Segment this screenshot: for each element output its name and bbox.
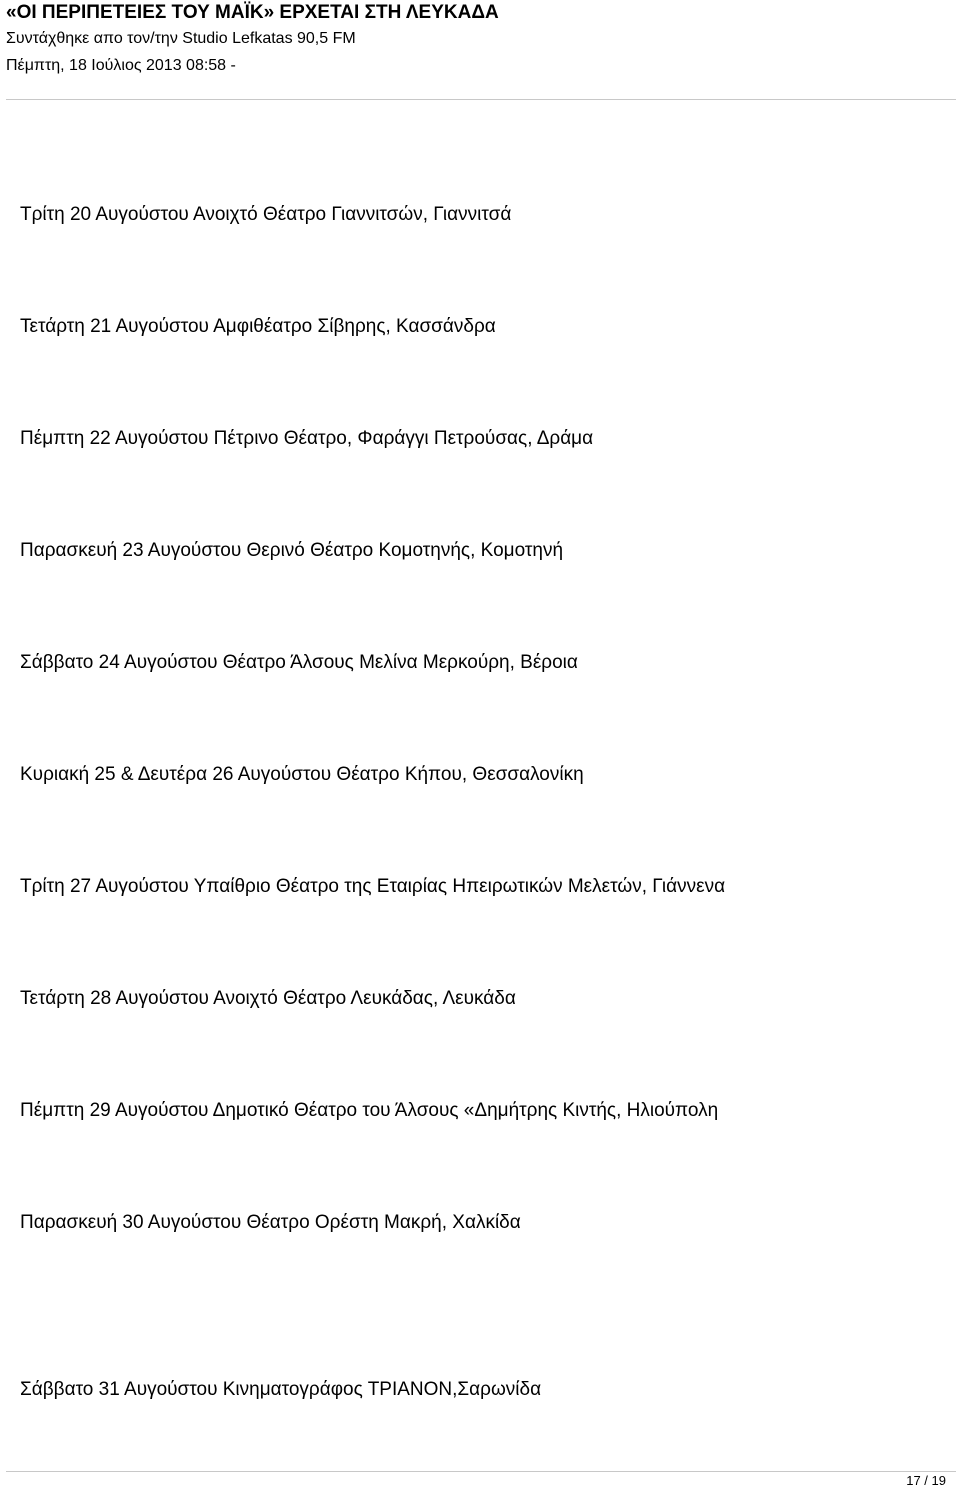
- event-line: Τρίτη 20 Αυγούστου Ανοιχτό Θέατρο Γιαννιτσών, Γιαννιτσά: [20, 204, 512, 225]
- event-line: Πέμπτη 22 Αυγούστου Πέτρινο Θέατρο, Φαράγγι Πετρούσας, Δράμα: [20, 428, 594, 449]
- event-line: Τετάρτη 21 Αυγούστου Αμφιθέατρο Σίβηρης, Κασσάνδρα: [20, 316, 496, 337]
- date-line: Πέμπτη, 18 Ιούλιος 2013 08:58 -: [6, 57, 236, 74]
- event-line: Παρασκευή 23 Αυγούστου Θερινό Θέατρο Κομοτηνής, Κομοτηνή: [20, 540, 564, 561]
- page-header: [6, 0, 956, 79]
- footer-divider: [6, 1471, 956, 1472]
- author-line: Συντάχθηκε απο τον/την Studio Lefkatas 90,5 FM: [6, 30, 356, 47]
- event-line: Πέμπτη 29 Αυγούστου Δημοτικό Θέατρο του Άλσους «Δημήτρης Κιντής, Ηλιούπολη: [20, 1100, 719, 1121]
- header-divider: [6, 99, 956, 100]
- event-line: Παρασκευή 30 Αυγούστου Θέατρο Ορέστη Μακρή, Χαλκίδα: [20, 1212, 521, 1233]
- event-line: Κυριακή 25 & Δευτέρα 26 Αυγούστου Θέατρο Κήπου, Θεσσαλονίκη: [20, 764, 584, 785]
- document-title: «ΟΙ ΠΕΡΙΠΕΤΕΙΕΣ ΤΟΥ ΜΑΪΚ» ΕΡΧΕΤΑΙ ΣΤΗ ΛΕΥΚΑΔΑ: [6, 2, 499, 23]
- event-line: Σάββατο 24 Αυγούστου Θέατρο Άλσους Μελίνα Μερκούρη, Βέροια: [20, 652, 578, 673]
- page-number: 17 / 19: [906, 1473, 946, 1488]
- event-line: Τρίτη 27 Αυγούστου Υπαίθριο Θέατρο της Εταιρίας Ηπειρωτικών Μελετών, Γιάννενα: [20, 876, 726, 897]
- event-line: Σάββατο 31 Αυγούστου Κινηματογράφος ΤΡΙΑΝΟΝ,Σαρωνίδα: [20, 1379, 542, 1400]
- event-line: Τετάρτη 28 Αυγούστου Ανοιχτό Θέατρο Λευκάδας, Λευκάδα: [20, 988, 516, 1009]
